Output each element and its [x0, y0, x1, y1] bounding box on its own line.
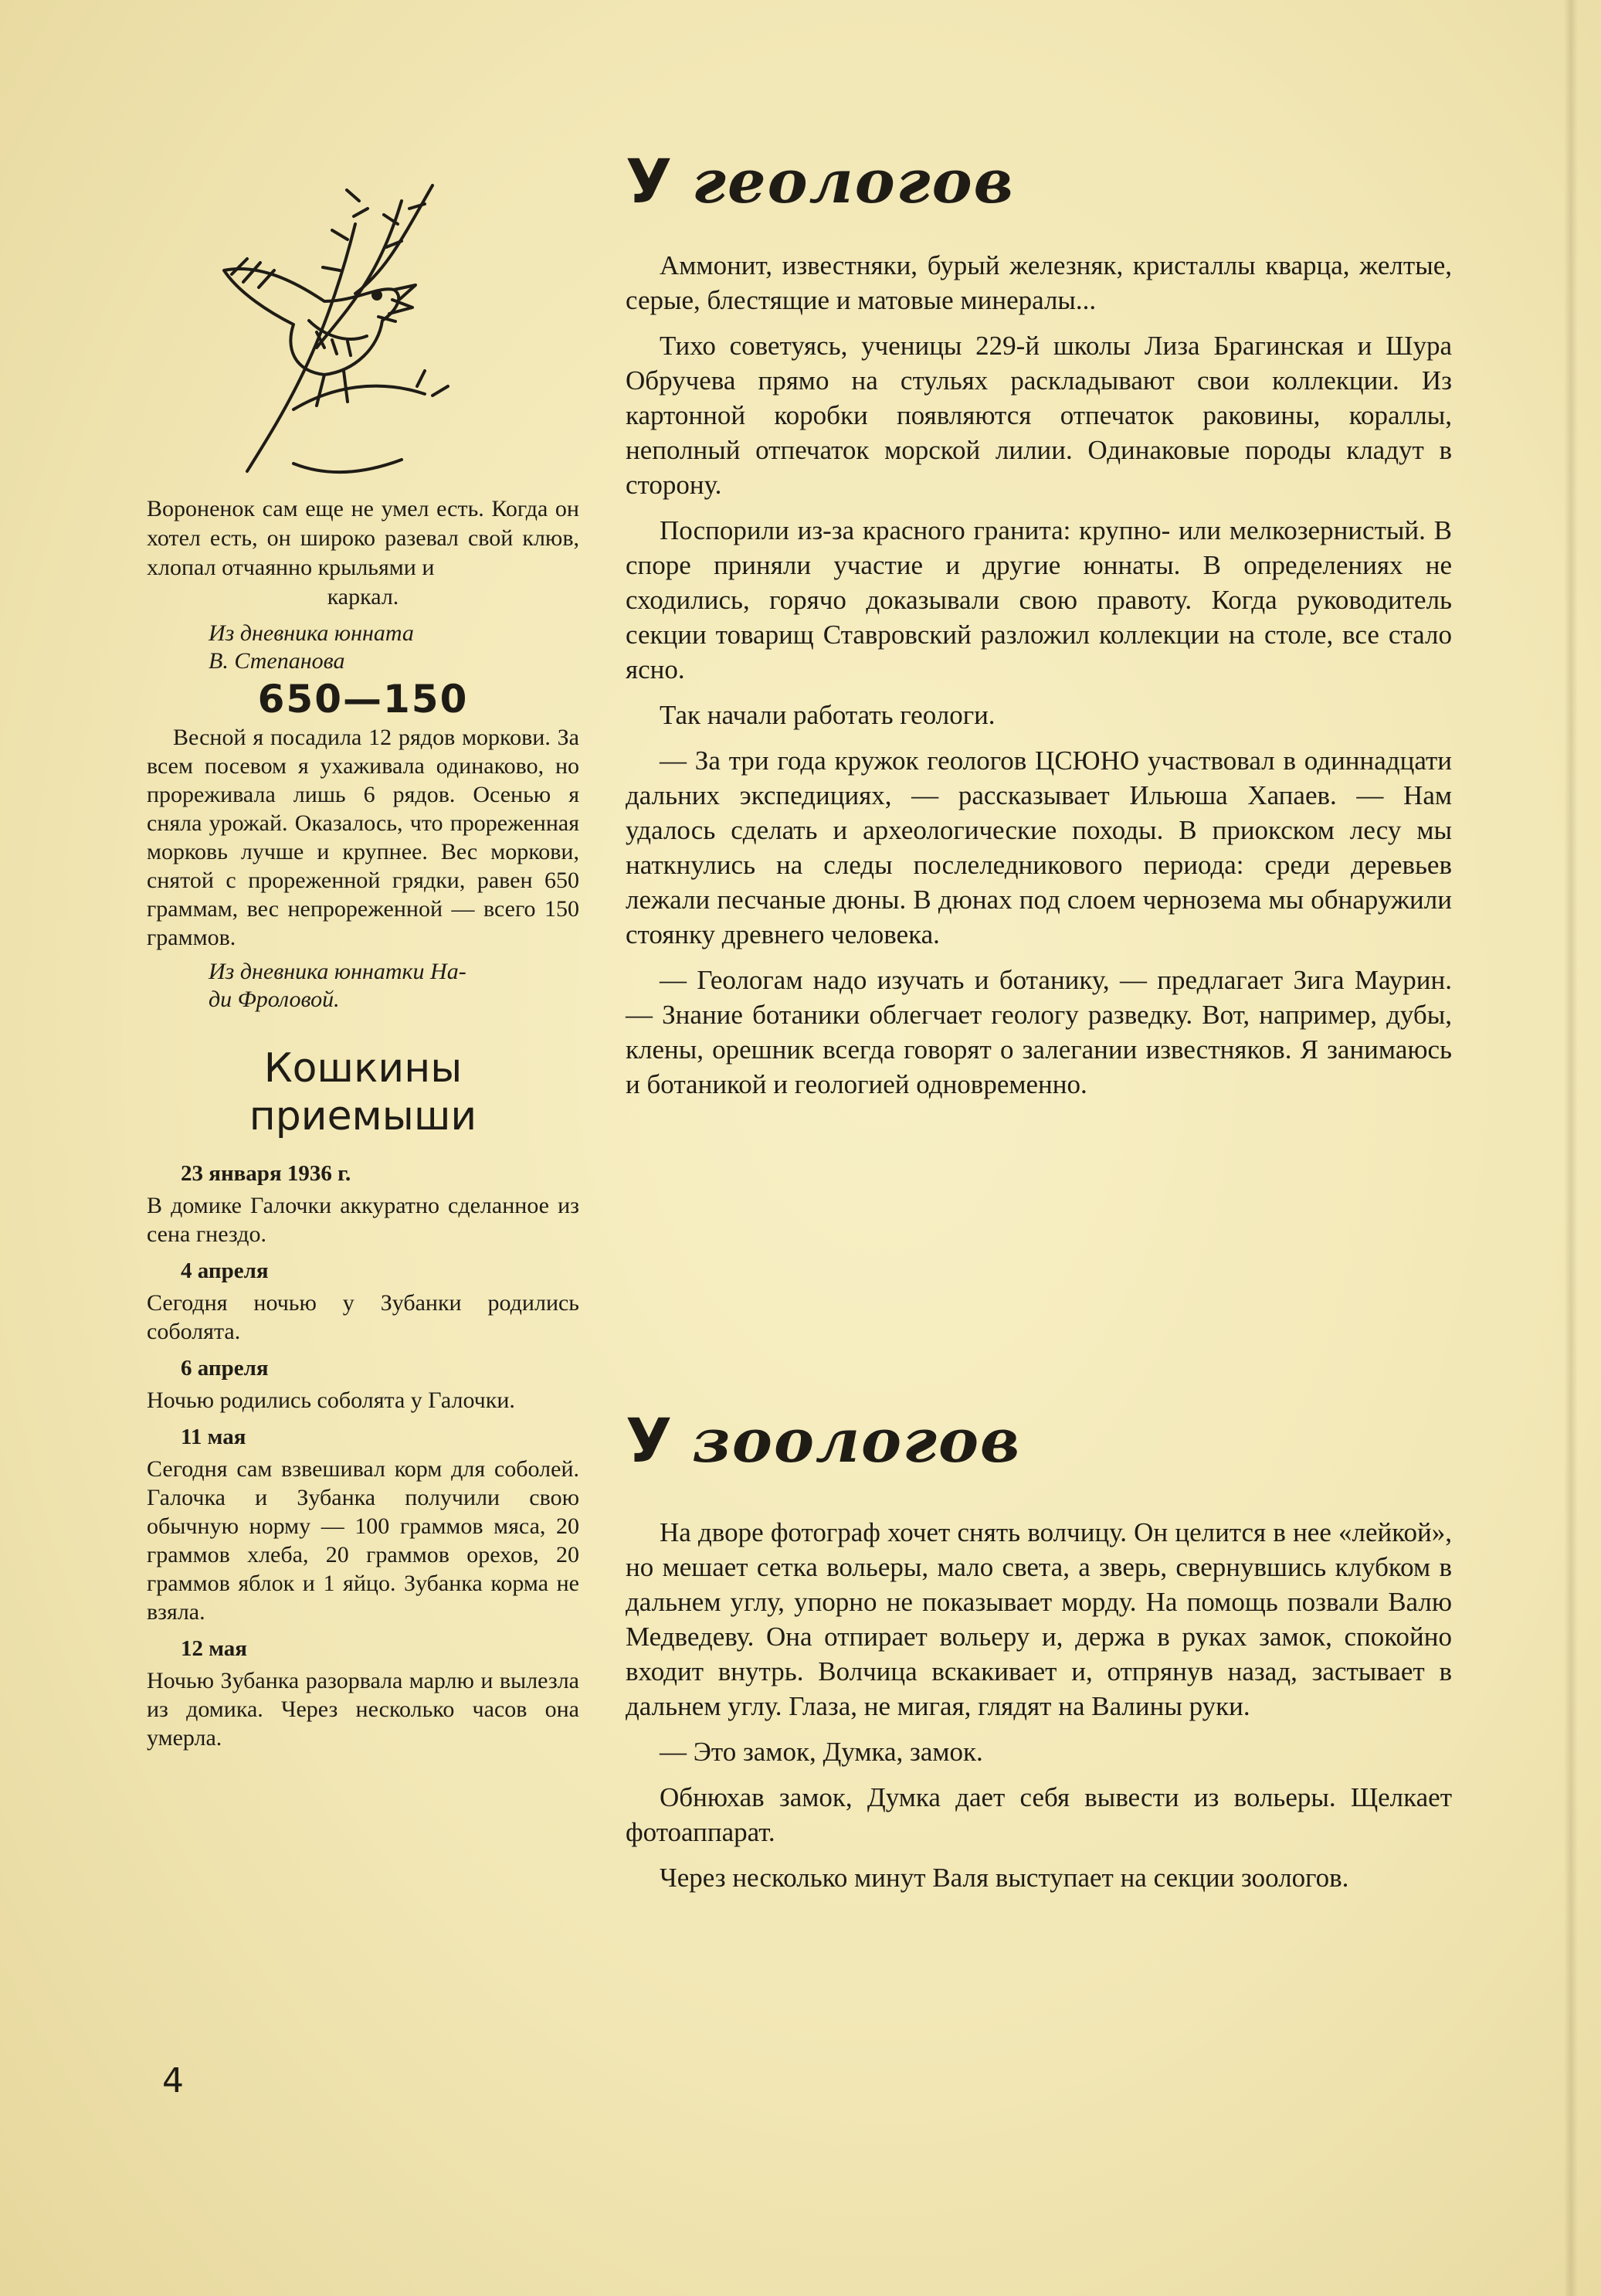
caption-text: Вороненок сам еще не умел есть. Когда он хотел есть, он широко разевал свой клюв, хлопал отчаянно крыльями и: [147, 496, 579, 580]
diary-date: 11 мая: [181, 1425, 246, 1449]
article-paragraph: — Геологам надо изучать и ботанику, — предлагает Зига Маурин. — Знание ботаники облегчает геологу разведку. Вот, например, дубы, клены, орешник всегда говорят о залегании известняков. Я занимаюсь и ботаникой и геологией одновременно.: [626, 965, 1452, 1099]
page-crease: [1564, 0, 1578, 2296]
diary-entry: В домике Галочки аккуратно сделанное из сена гнездо.: [147, 1193, 579, 1247]
geologists-title-letter: У: [626, 148, 674, 217]
diary-entry: Ночью родились соболята у Галочки.: [147, 1387, 515, 1413]
article-paragraph: Так начали работать геологи.: [660, 700, 996, 730]
geologists-title-word: геологов: [692, 147, 1015, 217]
article-paragraph: Через несколько минут Валя выступает на секции зоологов.: [660, 1863, 1349, 1893]
illustration-caption: [147, 494, 579, 1752]
article-paragraph: На дворе фотограф хочет снять волчицу. Он целится в нее «лейкой», но мешает сетка вольеры, мало света, а зверь, свернувшись клубком в дальнем углу, упорно не показывает морду. На помощь позвали Валю Медведеву. Она отпирает вольеру и, держа в руках замок, спокойно входит внутрь. Волчица вскакивает и, отпрянув назад, застывает в дальнем углу. Глаза, не мигая, глядят на Валины руки.: [626, 1517, 1452, 1721]
cats-title-line-2: приемыши: [249, 1093, 477, 1140]
carrots-source-line-2: ди Фроловой.: [209, 987, 340, 1012]
geologists-title: [626, 147, 1452, 217]
zoologists-title-letter: У: [626, 1407, 674, 1476]
carrots-source-line-1: Из дневника юннатки На-: [209, 959, 466, 984]
carrots-title: 650—150: [257, 677, 469, 722]
zoologists-article: [626, 1406, 1452, 1906]
crow-chick-icon: [201, 155, 533, 487]
article-paragraph: Поспорили из-за красного гранита: крупно- или мелкозернистый. В споре приняли участие и другие юннаты. В определениях не сходились, горячо доказывали свою правоту. Когда руководитель секции товарищ Ставровский разложил коллекции на столе, все стало ясно.: [626, 515, 1452, 684]
cats-title-line-1: Кошкины: [263, 1045, 463, 1092]
diary-date: 4 апреля: [181, 1258, 269, 1283]
caption-source-line-2: В. Степанова: [209, 648, 345, 674]
diary-date: 12 мая: [181, 1636, 247, 1661]
article-paragraph: — Это замок, Думка, замок.: [660, 1737, 983, 1767]
geologists-article: [626, 147, 1452, 1112]
article-paragraph: — За три года кружок геологов ЦСЮНО участвовал в одиннадцати дальних экспедициях, — рассказывает Ильюша Хапаев. — Нам удалось сделать и археологические походы. В приокском лесу мы наткнулись на следы послеледникового периода: среди деревьев лежали песчаные дюны. В дюнах под слоем чернозема мы обнаружили стоянку древнего человека.: [626, 746, 1452, 949]
article-paragraph: Тихо советуясь, ученицы 229-й школы Лиза Брагинская и Шура Обручева прямо на стульях раскладывают свои коллекции. Из картонной коробки появляются отпечаток раковины, кораллы, неполный отпечаток морской лилии. Одинаковые породы кладут в сторону.: [626, 331, 1452, 500]
zoologists-title-word: зоологов: [692, 1406, 1022, 1476]
diary-entry: Сегодня ночью у Зубанки родились соболята.: [147, 1290, 579, 1344]
diary-entry: Ночью Зубанка разорвала марлю и вылезла из домика. Через несколько часов она умерла.: [147, 1668, 579, 1751]
diary-date: 6 апреля: [181, 1356, 269, 1381]
diary-entry: Сегодня сам взвешивал корм для соболей. Галочка и Зубанка получили свою обычную норму — 100 граммов мяса, 20 граммов хлеба, 20 граммов орехов, 20 граммов яблок и 1 яйцо. Зубанка корма не взяла.: [147, 1456, 579, 1625]
caption-text-end: каркал.: [327, 584, 399, 610]
article-paragraph: Аммонит, известняки, бурый железняк, кристаллы кварца, желтые, серые, блестящие и матовые минералы...: [626, 250, 1452, 315]
page-number: 4: [162, 2061, 184, 2101]
caption-source-line-1: Из дневника юнната: [209, 620, 414, 646]
zoologists-title: [626, 1406, 1452, 1476]
diary-date: 23 января 1936 г.: [181, 1161, 351, 1186]
carrots-text: Весной я посадила 12 рядов моркови. За всем посевом я ухаживала одинаково, но прореживала лишь 6 рядов. Осенью я сняла урожай. Оказалось, что прореженная морковь лучше и крупнее. Вес моркови, снятой с прореженной грядки, равен 650 граммам, вес непрореженной — всего 150 граммов.: [147, 725, 579, 950]
article-paragraph: Обнюхав замок, Думка дает себя вывести из вольеры. Щелкает фотоаппарат.: [626, 1782, 1452, 1847]
